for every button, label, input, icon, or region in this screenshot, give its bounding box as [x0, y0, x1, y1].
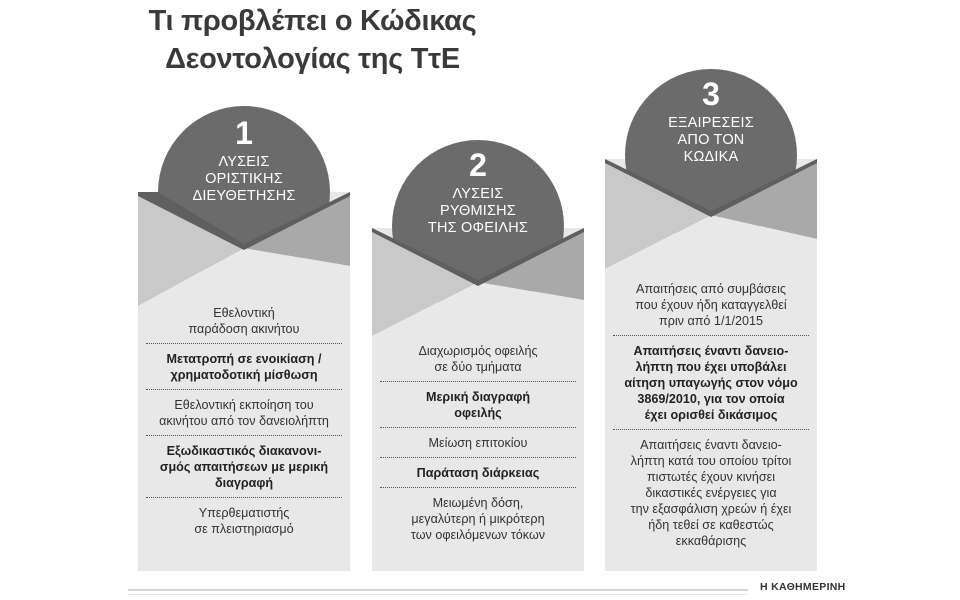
list-item: Απαιτήσεις έναντι δανειο- λήπτη που έχει υποβάλει αίτηση υπαγωγής στον νόμο 3869/2010, για τον οποία έχει ορισθεί δικάσιμος	[613, 335, 809, 429]
list-item: Εθελοντική εκποίηση του ακινήτου από τον δανειολήπτη	[146, 389, 342, 435]
list-item: Διαχωρισμός οφειλής σε δύο τμήματα	[418, 344, 538, 374]
column-3-items	[613, 274, 809, 555]
column-1-label: ΛΥΣΕΙΣ ΟΡΙΣΤΙΚΗΣ ΔΙΕΥΘΕΤΗΣΗΣ	[192, 154, 296, 204]
footer-rule	[128, 589, 748, 591]
title-line-1: Τι προβλέπει ο Κώδικας	[148, 5, 477, 37]
list-item: Μειωμένη δόση, μεγαλύτερη ή μικρότερη των οφειλόμενων τόκων	[380, 487, 576, 549]
list-item: Εθελοντική παράδοση ακινήτου	[188, 306, 300, 336]
title-line-2: Δεοντολογίας της ΤτΕ	[165, 43, 460, 75]
column-1-items	[146, 298, 342, 543]
envelope-flap	[372, 140, 584, 360]
list-item: Απαιτήσεις από συμβάσεις που έχουν ήδη καταγγελθεί πριν από 1/1/2015	[635, 282, 787, 328]
envelope-flap	[138, 106, 350, 326]
list-item: Εξωδικαστικός διακανονι- σμός απαιτήσεων με μερική διαγραφή	[146, 435, 342, 497]
column-3-envelope	[605, 69, 817, 571]
envelope-flap	[605, 69, 817, 289]
list-item: Υπερθεματιστής σε πλειστηριασμό	[146, 497, 342, 543]
column-1-envelope	[138, 106, 350, 571]
footer-rule-secondary	[128, 594, 748, 595]
list-item: Παράταση διάρκειας	[380, 457, 576, 487]
column-3-label: ΕΞΑΙΡΕΣΕΙΣ ΑΠΟ ΤΟΝ ΚΩΔΙΚΑ	[668, 115, 754, 165]
column-1-number: 1	[235, 115, 253, 151]
list-item: Μετατροπή σε ενοικίαση / χρηματοδοτική μίσθωση	[146, 343, 342, 389]
list-item: Μείωση επιτοκίου	[380, 427, 576, 457]
page-title	[0, 2, 625, 78]
column-3-number: 3	[702, 76, 720, 112]
list-item: Μερική διαγραφή οφειλής	[380, 381, 576, 427]
column-2-number: 2	[469, 147, 487, 183]
column-2-envelope	[372, 140, 584, 571]
column-2-items	[380, 336, 576, 549]
column-2-label: ΛΥΣΕΙΣ ΡΥΘΜΙΣΗΣ ΤΗΣ ΟΦΕΙΛΗΣ	[427, 186, 529, 236]
publisher-brand: Η ΚΑΘΗΜΕΡΙΝΗ	[760, 581, 846, 593]
list-item: Απαιτήσεις έναντι δανειο- λήπτη κατά του οποίου τρίτοι πιστωτές έχουν κινήσει δικαστικές ενέργειες για την εξασφάλιση χρεών ή έχει ήδη τεθεί σε καθεστώς εκκαθάρισης	[613, 429, 809, 555]
